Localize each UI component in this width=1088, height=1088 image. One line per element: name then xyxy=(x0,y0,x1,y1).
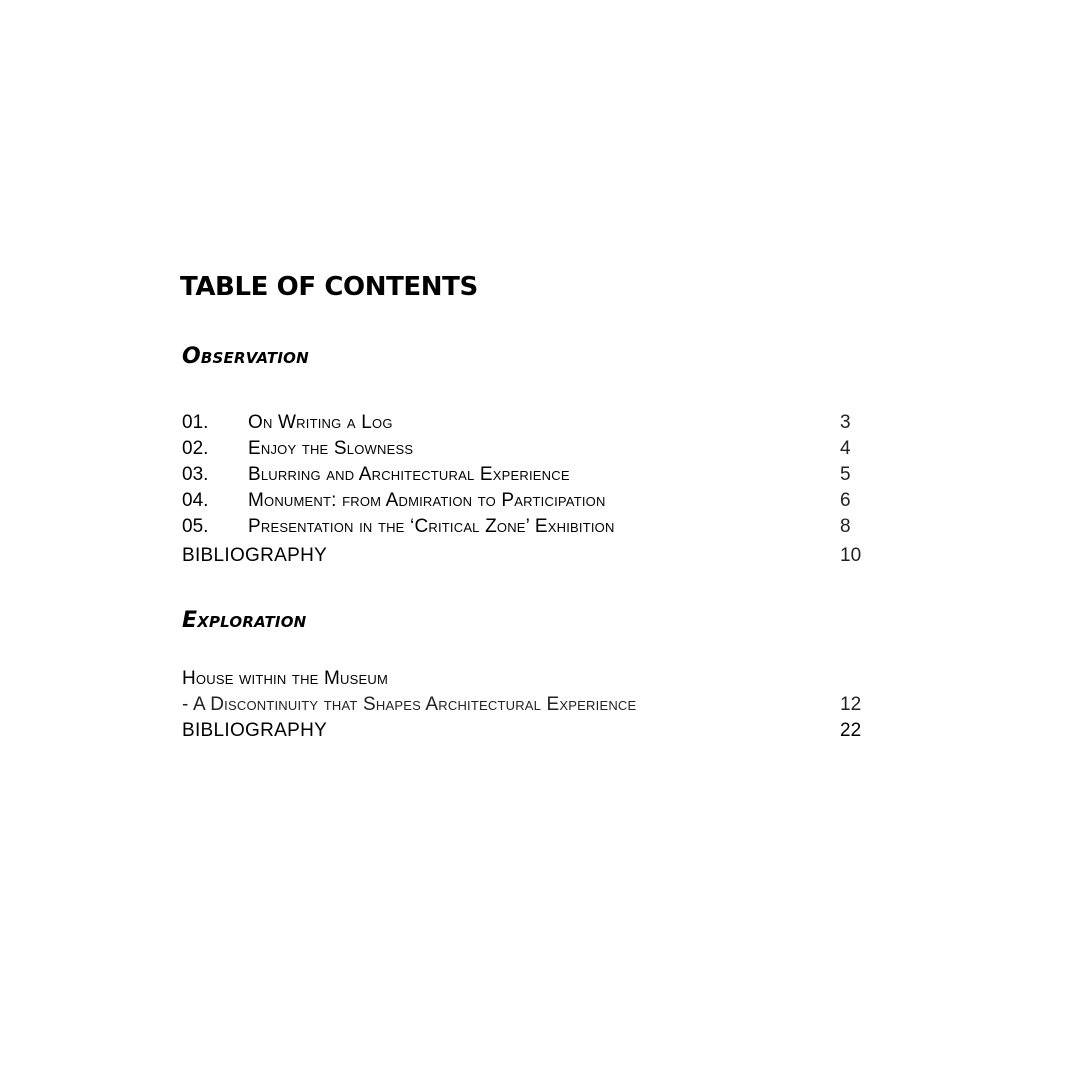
toc-entry-subtitle-line xyxy=(182,692,872,718)
entry-number: 02. xyxy=(182,438,209,459)
section-heading-observation: Observation xyxy=(182,344,309,369)
entry-title: Presentation in the ‘Critical Zone’ Exhibition xyxy=(248,516,615,537)
toc-entry xyxy=(182,436,872,462)
toc-entry xyxy=(182,410,872,436)
entry-subtitle: - A Discontinuity that Shapes Architectural Experience xyxy=(182,694,637,715)
bibliography-label: BIBLIOGRAPHY xyxy=(182,545,328,566)
toc-bibliography-entry xyxy=(182,543,872,569)
entry-page-number: 12 xyxy=(840,694,862,715)
entry-title: On Writing a Log xyxy=(248,412,393,433)
toc-entry xyxy=(182,488,872,514)
entry-page-number: 8 xyxy=(840,516,851,537)
entry-page-number: 6 xyxy=(840,490,851,511)
entry-page-number: 22 xyxy=(840,720,862,741)
entry-number: 04. xyxy=(182,490,209,511)
toc-entry-title-line xyxy=(182,666,872,692)
toc-entry xyxy=(182,462,872,488)
bibliography-label: BIBLIOGRAPHY xyxy=(182,720,328,741)
entry-title: Monument: from Admiration to Participation xyxy=(248,490,606,511)
entry-number: 01. xyxy=(182,412,209,433)
entry-page-number: 4 xyxy=(840,438,851,459)
entry-page-number: 5 xyxy=(840,464,851,485)
entry-number: 05. xyxy=(182,516,209,537)
section-heading-exploration: Exploration xyxy=(182,608,307,633)
toc-bibliography-entry xyxy=(182,718,872,744)
entry-number: 03. xyxy=(182,464,209,485)
page-title: TABLE OF CONTENTS xyxy=(180,272,478,302)
entry-page-number: 10 xyxy=(840,545,862,566)
toc-entry xyxy=(182,514,872,540)
entry-title: Blurring and Architectural Experience xyxy=(248,464,570,485)
entry-page-number: 3 xyxy=(840,412,851,433)
entry-title: Enjoy the Slowness xyxy=(248,438,414,459)
entry-title: House within the Museum xyxy=(182,668,388,689)
